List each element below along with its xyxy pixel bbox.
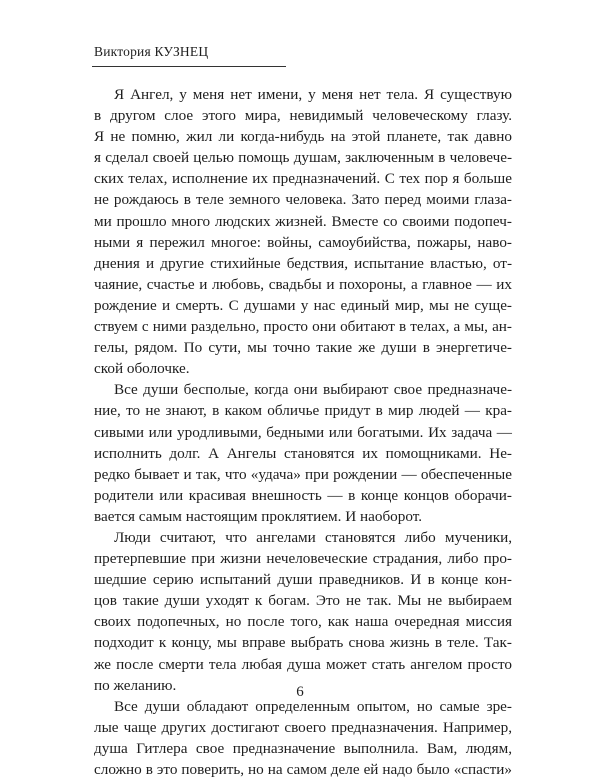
running-head: Виктория КУЗНЕЦ [94,44,209,59]
text-line: сивыми или уродливыми, бедными или богатыми. Их задача — [94,423,512,441]
text-line: ствуем с ними раздельно, просто они обитают в телах, а мы, ан- [94,318,512,336]
text-line: исполнить долг. А Ангелы становятся их помощниками. Не- [94,444,512,462]
text-line: вается самым настоящим проклятием. И наоборот. [94,507,423,525]
text-line: я сделал своей целью помощь душам, заключенным в человече- [94,149,512,167]
text-line: днения и другие стихийные бедствия, испытание властью, от- [94,254,512,272]
text-line: претерпевшие при жизни нечеловеческие страдания, либо про- [94,550,512,568]
text-line: ми прошло много людских жизней. Вместе со своими подопеч- [94,212,512,230]
text-line: не рождаюсь в теле земного человека. Зато перед моими глаза- [94,191,512,209]
text-line: лые чаще других достигают своего предназначения. Например, [94,718,512,736]
text-line: цов такие души уходят к богам. Это не так. Мы не выбираем [94,592,512,610]
header-rule [92,66,286,67]
paragraph [94,527,512,696]
text-line: Я Ангел, у меня нет имени, у меня нет тела. Я существую [114,86,512,103]
text-line: гелы, рядом. По сути, мы точно такие же души в энергетиче- [94,339,512,357]
text-line: ской оболочке. [94,360,190,378]
text-line: родители или красивая внешность — в конце концов оборачи- [94,486,512,504]
text-line: ние, то не знают, в каком обличье придут в мир людей — кра- [94,402,512,420]
text-line: сложно в это поверить, но на самом деле ей надо было «спасти» [94,761,512,778]
text-line: редко бывает и так, что «удача» при рождении — обеспеченные [94,465,512,483]
body-text [94,84,512,780]
text-line: же после смерти тела любая душа может стать ангелом просто [94,655,512,673]
text-line: шедшие серию испытаний души праведников. И в конце кон- [94,571,512,589]
text-line: Люди считают, что ангелами становятся либо мученики, [114,528,512,546]
paragraph [94,696,512,780]
text-line: Все души обладают определенным опытом, но самые зре- [114,697,512,715]
text-line: рождение и смерть. С душами у нас единый мир, мы не суще- [94,296,512,314]
text-line: подходит к концу, мы вправе выбрать снова жизнь в теле. Так- [94,634,512,652]
text-line: по желанию. [94,676,177,694]
text-line: душа Гитлера свое предназначение выполнила. Вам, людям, [94,739,512,757]
text-line: чаяние, счастье и любовь, свадьбы и похороны, а главное — их [94,275,512,293]
text-line: Все души бесполые, когда они выбирают свое предназначе- [114,381,512,399]
paragraph [94,84,512,379]
paragraph [94,379,512,527]
page-number: 6 [296,684,304,700]
text-line: Я не помню, жил ли когда-нибудь на этой планете, так давно [94,128,512,146]
text-line: своих подопечных, но после того, как наша очередная миссия [94,613,512,631]
text-line: ских телах, исполнение их предназначений. С тех пор я больше [94,170,512,188]
text-line: ными я пережил многое: войны, самоубийства, пожары, наво- [94,233,512,251]
text-line: в другом слое этого мира, невидимый человеческому глазу. [94,107,512,125]
